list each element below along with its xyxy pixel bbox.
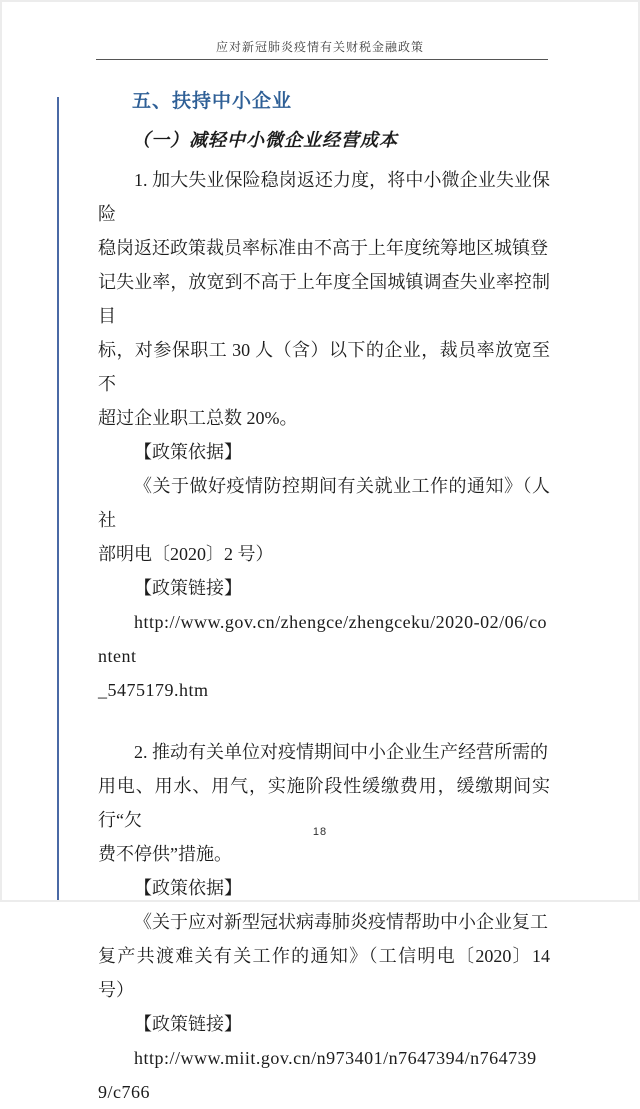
- paragraph-2: [98, 735, 550, 871]
- section-title: 五、扶持中小企业: [132, 91, 293, 112]
- label-line: 【政策链接】: [134, 578, 242, 598]
- header-title: 应对新冠肺炎疫情有关财税金融政策: [215, 40, 424, 54]
- reference-line: 复产共渡难关有关工作的通知》（工信明电〔2020〕14 号）: [98, 946, 550, 1000]
- paragraph-1: [98, 163, 550, 435]
- header-rule: [96, 59, 548, 60]
- left-accent-line: [57, 97, 59, 900]
- policy-link-label-1: [98, 571, 550, 605]
- policy-basis-label-2: [98, 871, 550, 905]
- url-line[interactable]: _5475179.htm: [98, 680, 209, 700]
- page-number: 18: [312, 826, 328, 838]
- paragraph-line: 标，对参保职工 30 人（含）以下的企业，裁员率放宽至不: [98, 340, 550, 394]
- label-line: 【政策依据】: [134, 442, 242, 462]
- url-line[interactable]: http://www.miit.gov.cn/n973401/n7647394/n7647399/c766: [98, 1048, 537, 1102]
- reference-line: 部明电〔2020〕2 号）: [98, 544, 274, 564]
- policy-link-url-2[interactable]: [98, 1041, 550, 1109]
- paragraph-line: 稳岗返还政策裁员率标准由不高于上年度统筹地区城镇登: [98, 238, 548, 258]
- policy-link-url-1[interactable]: [98, 605, 550, 707]
- paragraph-line: 用电、用水、用气，实施阶段性缓缴费用，缓缴期间实行“欠: [98, 776, 550, 830]
- policy-basis-reference-2: [98, 905, 550, 1007]
- policy-basis-label-1: [98, 435, 550, 469]
- label-line: 【政策依据】: [134, 878, 242, 898]
- document-body: [98, 163, 550, 1109]
- subsection-title: （一）减轻中小微企业经营成本: [132, 130, 398, 150]
- reference-line: 《关于做好疫情防控期间有关就业工作的通知》（人社: [98, 476, 550, 530]
- paragraph-line: 记失业率，放宽到不高于上年度全国城镇调查失业率控制目: [98, 272, 550, 326]
- url-line[interactable]: http://www.gov.cn/zhengce/zhengceku/2020-02/06/content: [98, 612, 548, 666]
- paragraph-line: 费不停供”措施。: [98, 844, 232, 864]
- paragraph-line: 1. 加大失业保险稳岗返还力度，将中小微企业失业保险: [98, 170, 550, 224]
- label-line: 【政策链接】: [134, 1014, 242, 1034]
- reference-line: 《关于应对新型冠状病毒肺炎疫情帮助中小企业复工: [134, 912, 548, 932]
- paragraph-line: 2. 推动有关单位对疫情期间中小企业生产经营所需的: [134, 742, 548, 762]
- policy-link-label-2: [98, 1007, 550, 1041]
- policy-basis-reference-1: [98, 469, 550, 571]
- page-header: [2, 2, 638, 60]
- paragraph-line: 超过企业职工总数 20%。: [98, 408, 298, 428]
